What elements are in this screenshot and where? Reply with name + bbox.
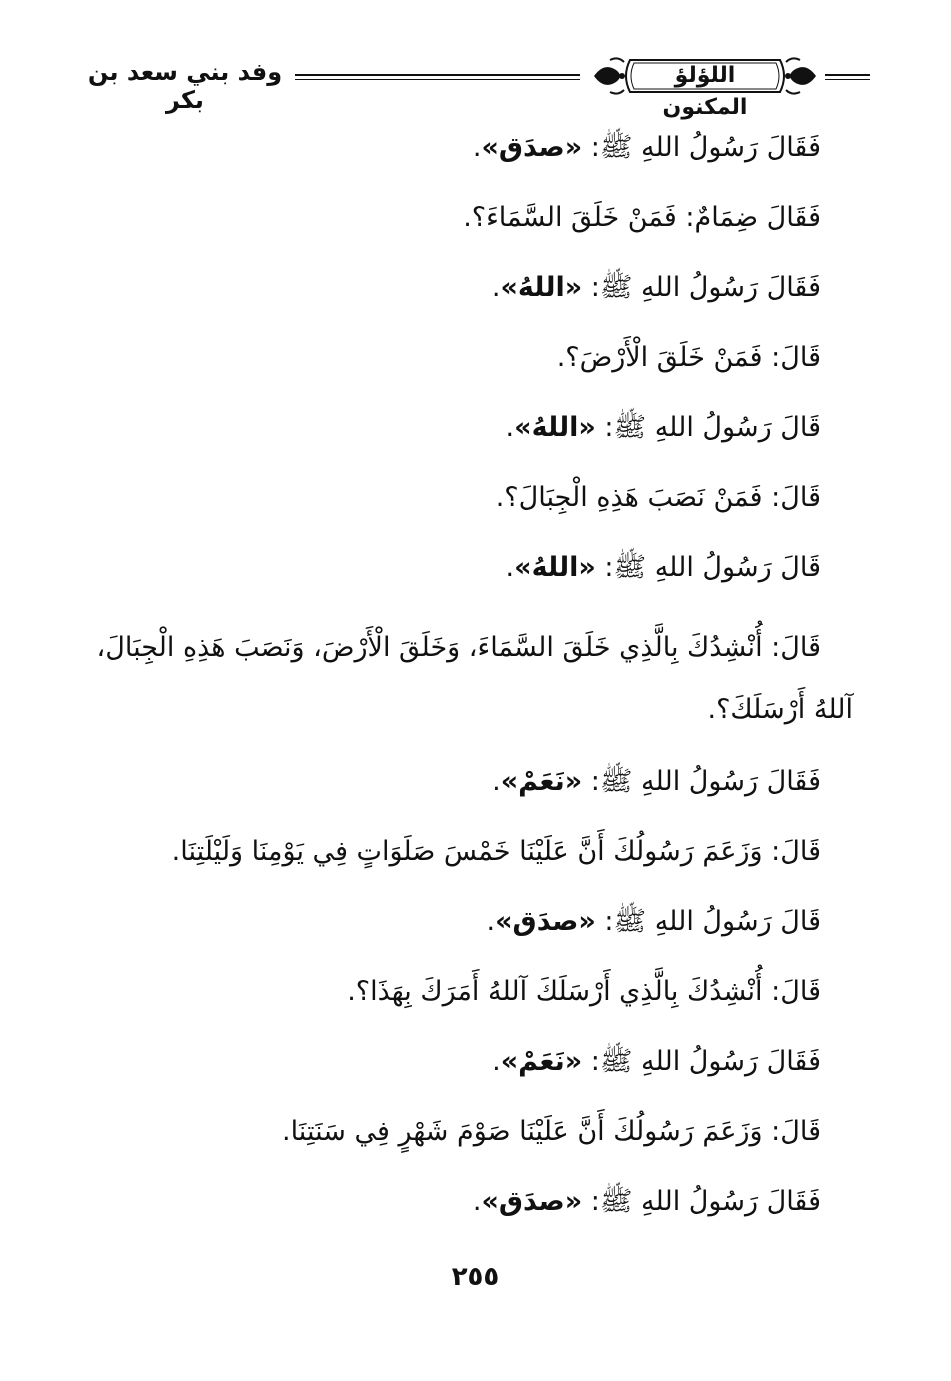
- running-header: [80, 48, 870, 120]
- text-line: قَالَ: أُنْشِدُكَ بِالَّذِي أَرْسَلَكَ آللهُ أَمَرَكَ بِهَذَا؟.: [347, 976, 821, 1007]
- text-line: قَالَ: فَمَنْ خَلَقَ الْأَرْضَ؟.: [556, 342, 821, 373]
- text-line: قَالَ: وَزَعَمَ رَسُولُكَ أَنَّ عَلَيْنَا صَوْمَ شَهْرٍ فِي سَنَتِنَا.: [282, 1116, 821, 1147]
- book-title: اللؤلؤ المكنون: [662, 63, 748, 120]
- text-line: فَقَالَ رَسُولُ اللهِ ﷺ: «صدَق».: [472, 1186, 821, 1217]
- text-line: قَالَ رَسُولُ اللهِ ﷺ: «صدَق».: [486, 906, 821, 937]
- text-line: فَقَالَ رَسُولُ اللهِ ﷺ: «نَعَمْ».: [492, 766, 821, 797]
- chapter-title: وفد بني سعد بن بكر: [87, 58, 283, 114]
- text-line: قَالَ: فَمَنْ نَصَبَ هَذِهِ الْجِبَالَ؟.: [495, 482, 821, 513]
- text-line: فَقَالَ رَسُولُ اللهِ ﷺ: «صدَق».: [472, 132, 821, 163]
- header-rule-right: [825, 74, 870, 76]
- title-ornament: [590, 52, 820, 120]
- text-line: قَالَ رَسُولُ اللهِ ﷺ: «اللهُ».: [505, 552, 821, 583]
- page-number: ٢٥٥: [451, 1262, 500, 1292]
- dialogue-block-2: [101, 752, 821, 1242]
- long-question-line-2: آللهُ أَرْسَلَكَ؟.: [707, 694, 853, 725]
- long-question-line-1: قَالَ: أُنْشِدُكَ بِالَّذِي خَلَقَ السَّمَاءَ، وَخَلَقَ الْأَرْضَ، وَنَصَبَ هَذِهِ الْجِبَالَ،: [96, 632, 821, 663]
- text-line: فَقَالَ رَسُولُ اللهِ ﷺ: «نَعَمْ».: [492, 1046, 821, 1077]
- dialogue-block-1: [101, 118, 821, 608]
- text-line: فَقَالَ رَسُولُ اللهِ ﷺ: «اللهُ».: [491, 272, 821, 303]
- text-line: فَقَالَ ضِمَامٌ: فَمَنْ خَلَقَ السَّمَاءَ؟.: [463, 202, 821, 233]
- text-line: قَالَ رَسُولُ اللهِ ﷺ: «اللهُ».: [505, 412, 821, 443]
- header-rule-left: [295, 74, 580, 76]
- text-line: قَالَ: وَزَعَمَ رَسُولُكَ أَنَّ عَلَيْنَا خَمْسَ صَلَوَاتٍ فِي يَوْمِنَا وَلَيْلَتِنَا.: [171, 836, 821, 867]
